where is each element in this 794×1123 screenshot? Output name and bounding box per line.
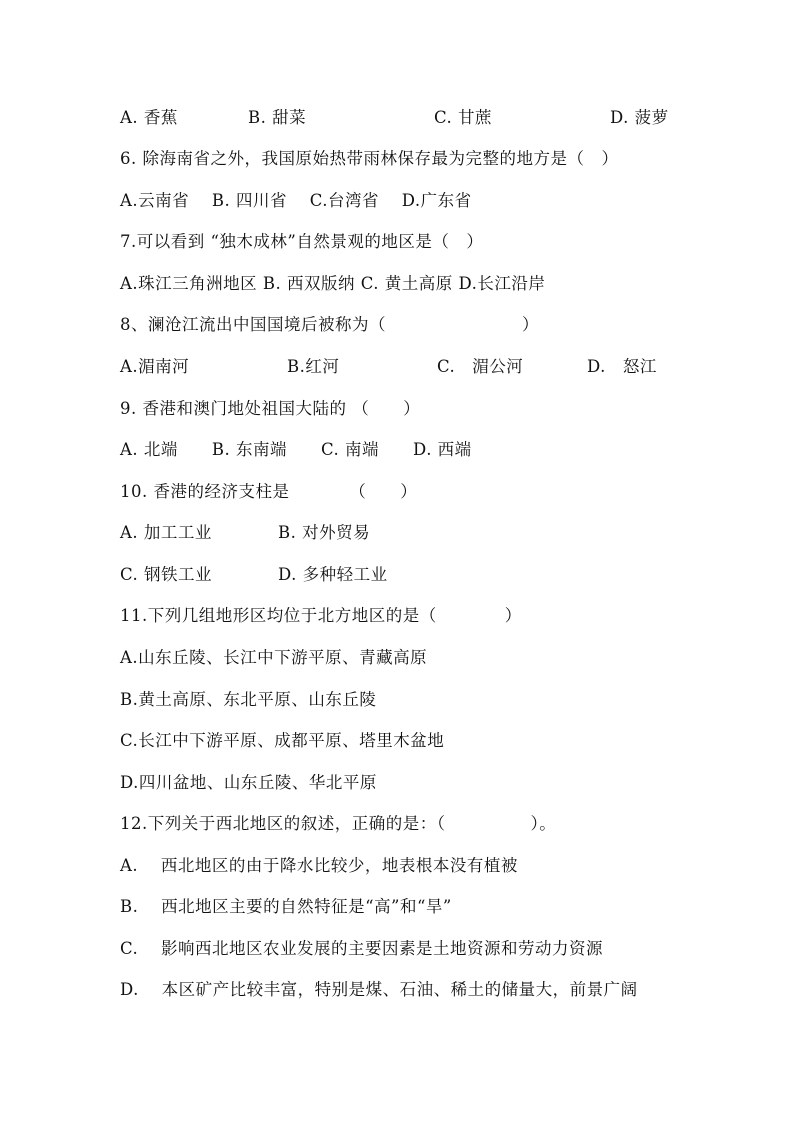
q8-option-c: C. 湄公河	[437, 357, 524, 376]
q11-option-c: C.长江中下游平原、成都平原、塔里木盆地	[120, 731, 445, 750]
q7-options: A.珠江三角洲地区 B. 西双版纳 C. 黄土高原 D.长江沿岸	[120, 274, 546, 293]
q10-stem: 10. 香港的经济支柱是 （ ）	[120, 482, 418, 501]
q5-option-d: D. 菠萝	[610, 108, 669, 127]
q8-stem: 8、澜沧江流出中国国境后被称为（ ）	[120, 315, 539, 334]
q12-option-c: C. 影响西北地区农业发展的主要因素是土地资源和劳动力资源	[120, 939, 604, 958]
q9-stem: 9. 香港和澳门地处祖国大陆的 （ ）	[120, 399, 421, 418]
q11-option-b: B.黄土高原、东北平原、山东丘陵	[120, 690, 377, 709]
q10-option-a: A. 加工工业	[120, 523, 212, 542]
q5-option-c: C. 甘蔗	[434, 108, 493, 127]
q12-option-a: A. 西北地区的由于降水比较少，地表根本没有植被	[120, 856, 518, 875]
q5-option-b: B. 甜菜	[248, 108, 307, 127]
q10-option-d: D. 多种轻工业	[278, 565, 388, 584]
q6-stem: 6. 除海南省之外，我国原始热带雨林保存最为完整的地方是（ ）	[120, 149, 619, 168]
q11-option-a: A.山东丘陵、长江中下游平原、青藏高原	[120, 648, 428, 667]
q12-option-d: D. 本区矿产比较丰富，特别是煤、石油、稀土的储量大，前景广阔	[120, 980, 638, 999]
q12-stem: 12.下列关于西北地区的叙述，正确的是：（ ）。	[120, 814, 557, 833]
q5-option-a: A. 香蕉	[120, 108, 178, 127]
q6-options: A.云南省 B. 四川省 C.台湾省 D.广东省	[120, 191, 472, 210]
q11-option-d: D.四川盆地、山东丘陵、华北平原	[120, 773, 377, 792]
q12-option-b: B. 西北地区主要的自然特征是“高”和“旱”	[120, 897, 452, 916]
q7-stem: 7.可以看到 “独木成林”自然景观的地区是（ ）	[120, 232, 484, 251]
q10-option-b: B. 对外贸易	[278, 523, 371, 542]
q8-option-b: B.红河	[287, 357, 340, 376]
q11-stem: 11.下列几组地形区均位于北方地区的是（ ）	[120, 606, 522, 625]
q10-option-c: C. 钢铁工业	[120, 565, 213, 584]
q8-option-d: D. 怒江	[587, 357, 657, 376]
q8-option-a: A.湄南河	[120, 357, 190, 376]
q9-options: A. 北端 B. 东南端 C. 南端 D. 西端	[120, 440, 472, 459]
